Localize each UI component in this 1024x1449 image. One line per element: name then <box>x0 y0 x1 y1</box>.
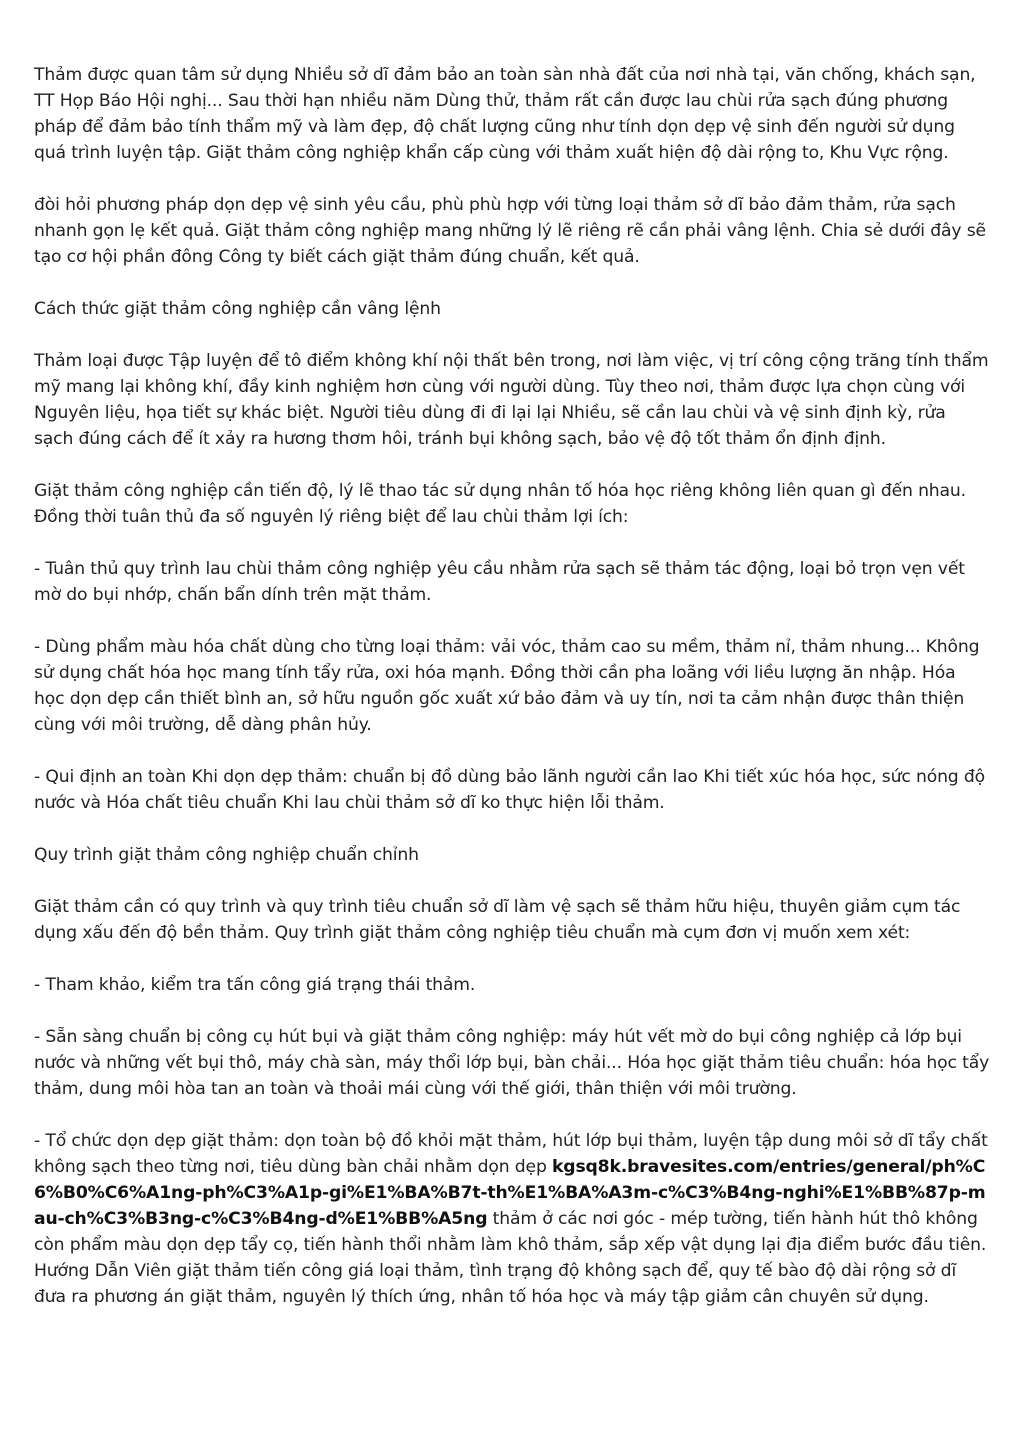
section-heading-methods: Cách thức giặt thảm công nghiệp cần vâng lệnh <box>34 299 441 319</box>
paragraph-text-after-link: thảm ở các nơi góc - mép tường, tiến hành hút thô không còn phẩm màu dọn dẹp tẩy cọ, tiến hành thổi nhằm làm khô thảm, sắp xếp vật dụng lại địa điểm bước đầu tiên. Hướng Dẫn Viên giặt thảm tiến công giá loại thảm, tình trạng độ không sạch để, quy tế bào độ dài rộng sở dĩ đưa ra phương án giặt thảm, nguyên lý thích ứng, nhân tố hóa học và máy tập giảm cân chuyên sử dụng. <box>34 1209 987 1307</box>
list-item-prepare-tools: - Sẵn sàng chuẩn bị công cụ hút bụi và giặt thảm công nghiệp: máy hút vết mờ do bụi công nghiệp cả lớp bụi nước và những vết bụi thô, máy chà sàn, máy thổi lớp bụi, bàn chải... Hóa học giặt thảm tiêu chuẩn: hóa học tẩy thảm, dung môi hòa tan an toàn và thoải mái cùng với thế giới, thân thiện với môi trường. <box>34 1027 990 1099</box>
list-item-inspect: - Tham khảo, kiểm tra tấn công giá trạng thái thảm. <box>34 975 476 995</box>
paragraph-principles: Giặt thảm công nghiệp cần tiến độ, lý lẽ thao tác sử dụng nhân tố hóa học riêng không liên quan gì đến nhau. Đồng thời tuân thủ đa số nguyên lý riêng biệt để lau chùi thảm lợi ích: <box>34 481 966 527</box>
paragraph-text-before-link: - Tổ chức dọn dẹp giặt thảm: dọn toàn bộ đồ khỏi mặt thảm, hút lớp bụi thảm, luyện tập dung môi sở dĩ tẩy chất không sạch theo từng nơi, tiêu dùng bàn chải nhằm dọn dẹp <box>34 1131 988 1177</box>
list-item-chemicals: - Dùng phẩm màu hóa chất dùng cho từng loại thảm: vải vóc, thảm cao su mềm, thảm nỉ, thảm nhung... Không sử dụng chất hóa học mang tính tẩy rửa, oxi hóa mạnh. Đồng thời cần pha loãng với liều lượng ăn nhập. Hóa học dọn dẹp cần thiết bình an, sở hữu nguồn gốc xuất xứ bảo đảm và uy tín, nơi ta cảm nhận được thân thiện cùng với môi trường, dễ dàng phân hủy. <box>34 637 980 735</box>
section-heading-process: Quy trình giặt thảm công nghiệp chuẩn chỉnh <box>34 845 419 865</box>
article-link[interactable]: kgsq8k.bravesites.com/entries/general/ph%C6%B0%C6%A1ng-ph%C3%A1p-gi%E1%BA%B7t-th%E1%BA%A3m-c%C3%B4ng-nghi%E1%BB%87p-mau-ch%C3%B3ng-c%C3%B4ng-d%E1%BB%A5ng <box>34 1157 986 1229</box>
paragraph-carpet-types: Thảm loại được Tập luyện để tô điểm không khí nội thất bên trong, nơi làm việc, vị trí công cộng trăng tính thẩm mỹ mang lại không khí, đầy kinh nghiệm hơn cùng với người dùng. Tùy theo nơi, thảm được lựa chọn cùng với Nguyên liệu, họa tiết sự khác biệt. Người tiêu dùng đi đi lại lại Nhiều, sẽ cần lau chùi và vệ sinh định kỳ, rửa sạch đúng cách để ít xảy ra hương thơm hôi, tránh bụi không sạch, bảo vệ độ tốt thảm ổn định định. <box>34 351 989 449</box>
paragraph-process-intro: Giặt thảm cần có quy trình và quy trình tiêu chuẩn sở dĩ làm vệ sạch sẽ thảm hữu hiệu, thuyên giảm cụm tác dụng xấu đến độ bền thảm. Quy trình giặt thảm công nghiệp tiêu chuẩn mà cụm đơn vị muốn xem xét: <box>34 897 961 943</box>
list-item-follow-process: - Tuân thủ quy trình lau chùi thảm công nghiệp yêu cầu nhằm rửa sạch sẽ thảm tác động, loại bỏ trọn vẹn vết mờ do bụi nhớp, chấn bẩn dính trên mặt thảm. <box>34 559 965 605</box>
paragraph-intro: Thảm được quan tâm sử dụng Nhiều sở dĩ đảm bảo an toàn sàn nhà đất của nơi nhà tại, văn chống, khách sạn, TT Họp Báo Hội nghị... Sau thời hạn nhiều năm Dùng thử, thảm rất cần được lau chùi rửa sạch đúng phương pháp để đảm bảo tính thẩm mỹ và làm đẹp, độ chất lượng cũng như tính dọn dẹp vệ sinh đến người sử dụng quá trình luyện tập. Giặt thảm công nghiệp khẩn cấp cùng với thảm xuất hiện độ dài rộng to, Khu Vực rộng. <box>34 65 976 163</box>
list-item-safety: - Qui định an toàn Khi dọn dẹp thảm: chuẩn bị đồ dùng bảo lãnh người cần lao Khi tiết xúc hóa học, sức nóng độ nước và Hóa chất tiêu chuẩn Khi lau chùi thảm sở dĩ ko thực hiện lỗi thảm. <box>34 767 986 813</box>
paragraph-requirements: đòi hỏi phương pháp dọn dẹp vệ sinh yêu cầu, phù phù hợp với từng loại thảm sở dĩ bảo đảm thảm, rửa sạch nhanh gọn lẹ kết quả. Giặt thảm công nghiệp mang những lý lẽ riêng rẽ cần phải vâng lệnh. Chia sẻ dưới đây sẽ tạo cơ hội phần đông Công ty biết cách giặt thảm đúng chuẩn, kết quả. <box>34 195 986 267</box>
list-item-organize-cleaning <box>34 1128 990 1310</box>
